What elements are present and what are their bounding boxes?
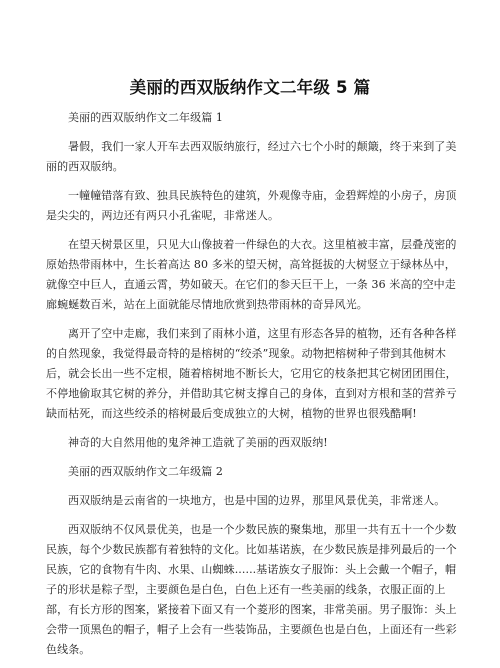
paragraph: 离开了空中走廊，我们来到了雨林小道，这里有形态各异的植物，还有各种各样的自然现象，我觉得最奇特的是榕树的“绞杀”现象。动物把榕树种子带到其他树木后，就会长出一些不定根，随着榕树地不断长大，它用它的枝条把其它树团团围住，不停地偷取其它树的养分，并借助其它树支撑自己的身体，直到对方根和茎的营养亏缺而枯死，而这些绞杀的榕树最后变成独立的大树，植物的世界也很残酷啊! <box>46 327 457 420</box>
paragraph: 西双版纳不仅风景优美，也是一个少数民族的聚集地，那里一共有五十一个少数民族，每个少数民族都有着独特的文化。比如基诺族，在少数民族是排列最后的一个民族，它的食物有牛肉、水果、山蜘蛛......基诺族女子服饰：头上会戴一个帽子，帽子的形状是粽子型，主要颜色是白色，白色上还有一些美丽的线条，衣服正面的上部，有长方形的图案，紧接着下面又有一个菱形的图案，非常美丽。男子服饰：头上会带一顶黑色的帽子，帽子上会有一些装饰品，主要颜色也是白色，上面还有一些彩色线条。 <box>46 523 457 656</box>
paragraph: 在望天树景区里，只见大山像披着一件绿色的大衣。这里植被丰富，层叠茂密的原始热带雨林中，生长着高达 80 多米的望天树，高耸挺拔的大树竖立于绿林丛中，就像空中巨人，直通云霄，势如破天。在它们的参天巨干上，一条 36 米高的空中走廊蜿蜒数百米，站在上面就能尽情地欣赏到热带雨林的奇异风光。 <box>46 238 457 311</box>
paragraph: 神奇的大自然用他的鬼斧神工造就了美丽的西双版纳! <box>68 436 328 449</box>
section-heading-1: 美丽的西双版纳作文二年级篇 1 <box>68 111 223 124</box>
document-body <box>46 108 458 668</box>
paragraph: 暑假，我们一家人开车去西双版纳旅行，经过六七个小时的颠簸，终于来到了美丽的西双版纳。 <box>46 140 457 173</box>
paragraph: 一幢幢错落有致、独具民族特色的建筑，外观像寺庙，金碧辉煌的小房子，房顶是尖尖的，两边还有两只小孔雀呢，非常迷人。 <box>46 189 457 222</box>
paragraph: 西双版纳是云南省的一块地方，也是中国的边界，那里风景优美，非常迷人。 <box>68 494 446 507</box>
section-heading-2: 美丽的西双版纳作文二年级篇 2 <box>68 465 223 478</box>
document-title: 美丽的西双版纳作文二年级 5 篇 <box>129 78 371 97</box>
